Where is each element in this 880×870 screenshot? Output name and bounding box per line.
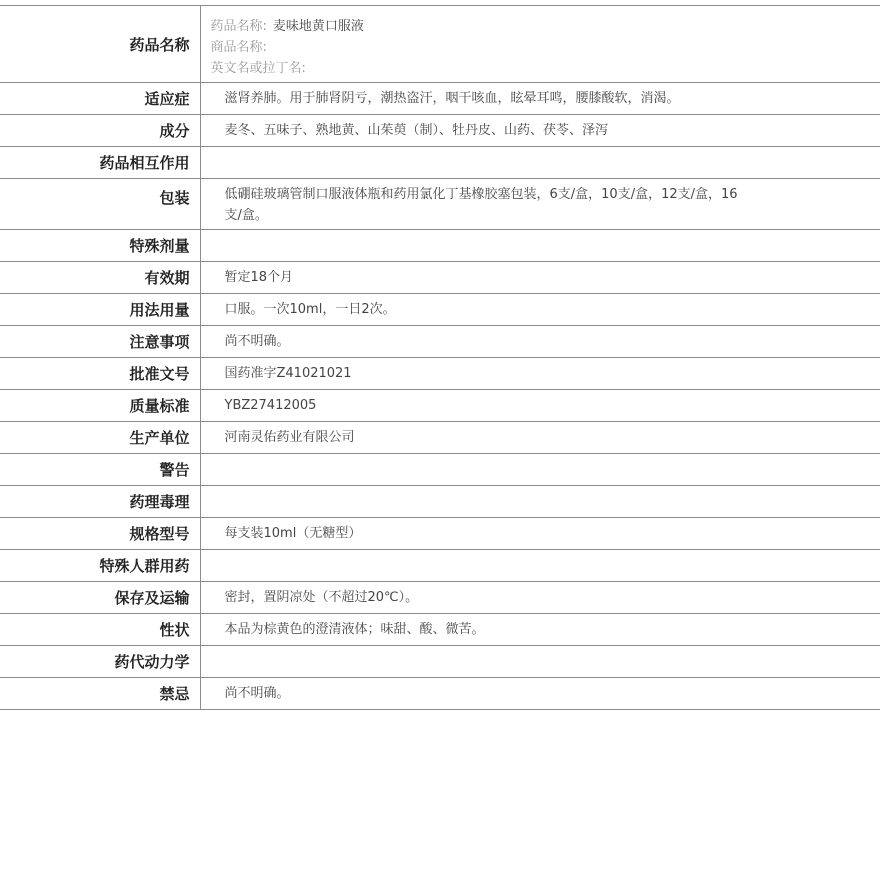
row-value: 滋肾养肺。用于肺肾阴亏，潮热盗汗，咽干咳血，眩晕耳鸣，腰膝酸软，消渴。 <box>200 83 880 115</box>
row-label: 包装 <box>0 179 200 230</box>
table-row-specification <box>0 518 880 550</box>
row-value: YBZ27412005 <box>200 390 880 422</box>
drug-info-table <box>0 5 880 710</box>
table-row-toxicology <box>0 486 880 518</box>
row-label: 药代动力学 <box>0 646 200 678</box>
row-label: 用法用量 <box>0 294 200 326</box>
row-value: 尚不明确。 <box>200 678 880 710</box>
row-label-drug-name: 药品名称 <box>0 6 200 83</box>
table-row-precautions <box>0 326 880 358</box>
table-row-interactions <box>0 147 880 179</box>
row-label: 适应症 <box>0 83 200 115</box>
row-value: 密封，置阴凉处（不超过20℃）。 <box>200 582 880 614</box>
table-row-ingredients <box>0 115 880 147</box>
generic-name-line <box>211 16 741 37</box>
table-row-pharmacokinetics <box>0 646 880 678</box>
row-label: 规格型号 <box>0 518 200 550</box>
row-value: 每支装10ml（无糖型） <box>200 518 880 550</box>
table-row-standard <box>0 390 880 422</box>
table-row-storage <box>0 582 880 614</box>
table-row-special-population <box>0 550 880 582</box>
table-row-manufacturer <box>0 422 880 454</box>
row-value: 暂定18个月 <box>200 262 880 294</box>
row-label: 质量标准 <box>0 390 200 422</box>
generic-name-value: 麦味地黄口服液 <box>272 19 364 34</box>
table-row-approval <box>0 358 880 390</box>
row-value: 河南灵佑药业有限公司 <box>200 422 880 454</box>
trade-name-label: 商品名称: <box>210 40 267 55</box>
table-row-expiry <box>0 262 880 294</box>
row-label: 药品相互作用 <box>0 147 200 179</box>
row-value <box>200 486 880 518</box>
row-value: 低硼硅玻璃管制口服液体瓶和药用氯化丁基橡胶塞包装，6支/盒，10支/盒，12支/盒，16支/盒。 <box>200 179 880 230</box>
table-row-contraindications <box>0 678 880 710</box>
row-label: 警告 <box>0 454 200 486</box>
row-label: 注意事项 <box>0 326 200 358</box>
row-label: 批准文号 <box>0 358 200 390</box>
table-row-usage <box>0 294 880 326</box>
table-row-packaging <box>0 179 880 230</box>
row-value: 麦冬、五味子、熟地黄、山茱萸（制）、牡丹皮、山药、茯苓、泽泻 <box>200 115 880 147</box>
english-name-label: 英文名或拉丁名: <box>210 61 306 76</box>
row-label: 有效期 <box>0 262 200 294</box>
row-label: 禁忌 <box>0 678 200 710</box>
table-row-special-dosage <box>0 230 880 262</box>
table-row-indication <box>0 83 880 115</box>
english-name-line <box>211 58 741 79</box>
row-value: 本品为棕黄色的澄清液体；味甜、酸、微苦。 <box>200 614 880 646</box>
table-row-drug-name <box>0 6 880 83</box>
row-label: 成分 <box>0 115 200 147</box>
row-value <box>200 646 880 678</box>
row-label: 特殊人群用药 <box>0 550 200 582</box>
row-label: 性状 <box>0 614 200 646</box>
row-value: 尚不明确。 <box>200 326 880 358</box>
row-value <box>200 230 880 262</box>
generic-name-label: 药品名称: <box>210 19 267 34</box>
row-value: 国药准字Z41021021 <box>200 358 880 390</box>
table-row-warning <box>0 454 880 486</box>
row-value <box>200 550 880 582</box>
row-label: 生产单位 <box>0 422 200 454</box>
row-label: 特殊剂量 <box>0 230 200 262</box>
row-value <box>200 454 880 486</box>
row-value <box>200 147 880 179</box>
trade-name-line <box>211 37 741 58</box>
drug-name-block <box>200 6 880 83</box>
table-row-appearance <box>0 614 880 646</box>
row-value: 口服。一次10ml，一日2次。 <box>200 294 880 326</box>
row-label: 保存及运输 <box>0 582 200 614</box>
row-label: 药理毒理 <box>0 486 200 518</box>
